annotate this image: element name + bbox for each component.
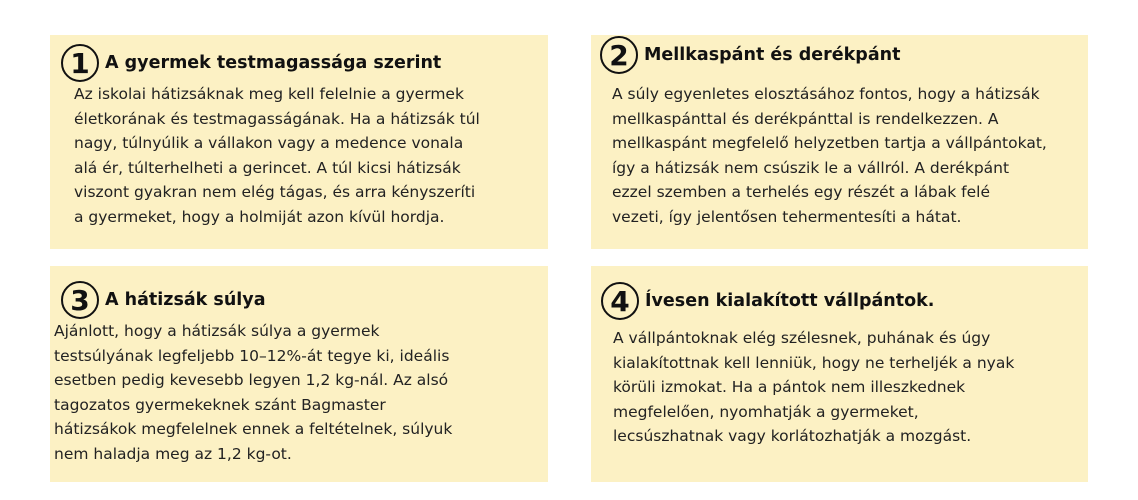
card-title: A hátizsák súlya — [105, 290, 266, 310]
card-header — [601, 282, 934, 320]
card-title: Ívesen kialakított vállpántok. — [645, 291, 935, 311]
card-title: A gyermek testmagassága szerint — [105, 53, 442, 73]
step-number-badge: 3 — [61, 281, 99, 319]
info-card-2 — [591, 35, 1088, 249]
step-number-badge: 1 — [61, 44, 99, 82]
card-header — [61, 44, 441, 82]
card-title: Mellkaspánt és derékpánt — [644, 45, 901, 65]
card-text: A vállpántoknak elég szélesnek, puhának és úgy kialakítottnak kell lenniük, hogy ne terheljék a nyak körüli izmokat. Ha a pántok nem illeszkednek megfelelően, nyomhatják a gyermeket, lecsúszhatnak vagy korlátozhatják a mozgást. — [613, 329, 1015, 446]
card-text: A súly egyenletes elosztásához fontos, hogy a hátizsák mellkaspánttal és derékpánttal is rendelkezzen. A mellkaspánt megfelelő helyzetben tartja a vállpántokat, így a hátizsák nem csúszik le a vállról. A derékpánt ezzel szemben a terhelés egy részét a lábak felé vezeti, így jelentősen tehermentesíti a hátat. — [612, 85, 1047, 226]
card-header — [600, 36, 900, 74]
card-text: Az iskolai hátizsáknak meg kell felelnie a gyermek életkorának és testmagasságának. Ha a hátizsák túl nagy, túlnyúlik a vállakon vagy a medence vonala alá ér, túlterhelheti a gerincet. A túl kicsi hátizsák viszont gyakran nem elég tágas, és arra kényszeríti a gyermeket, hogy a holmiját azon kívül hordja. — [74, 85, 480, 226]
card-header — [61, 281, 266, 319]
info-card-4 — [591, 266, 1088, 482]
card-text: Ajánlott, hogy a hátizsák súlya a gyermek testsúlyának legfeljebb 10–12%-át tegye ki, ideális esetben pedig kevesebb legyen 1,2 kg-nál. Az alsó tagozatos gyermekeknek szánt Bagmaster hátizsákok megfelelnek ennek a feltételnek, súlyuk nem haladja meg az 1,2 kg-ot. — [54, 322, 453, 463]
info-card-1 — [50, 35, 548, 249]
step-number-badge: 2 — [600, 36, 638, 74]
info-card-3 — [50, 266, 548, 482]
step-number-badge: 4 — [601, 282, 639, 320]
